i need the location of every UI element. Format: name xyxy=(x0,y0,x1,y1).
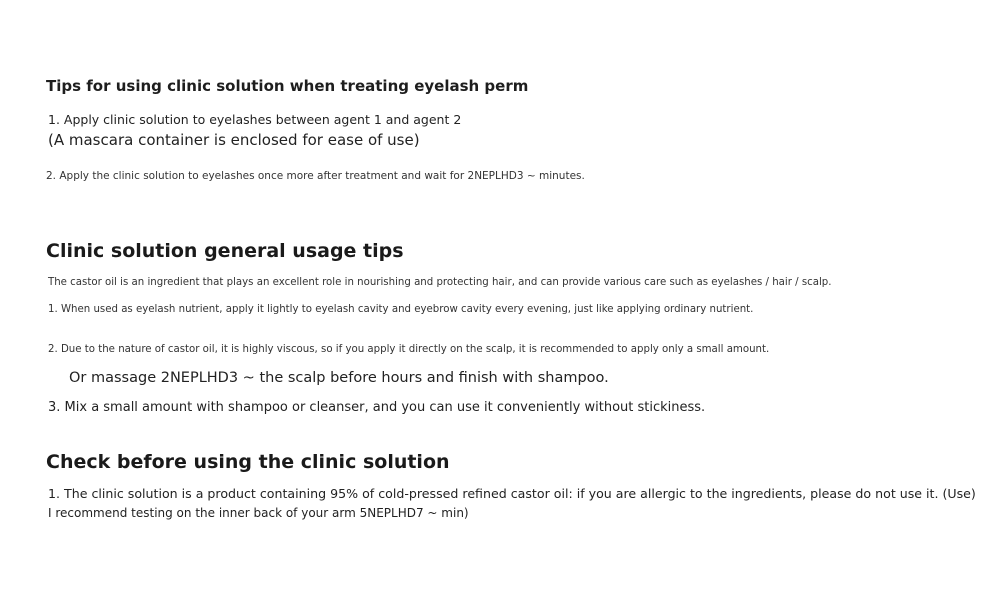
eyelash-perm-step-1: 1. Apply clinic solution to eyelashes between agent 1 and agent 2 xyxy=(48,112,462,127)
eyelash-perm-step-1-note: (A mascara container is enclosed for ease of use) xyxy=(48,131,420,149)
general-usage-step-3: 3. Mix a small amount with shampoo or cleanser, and you can use it conveniently without stickiness. xyxy=(48,400,706,415)
general-usage-step-2: 2. Due to the nature of castor oil, it is highly viscous, so if you apply it directly on the scalp, it is recommended to apply only a small amount. xyxy=(48,344,770,355)
eyelash-perm-step-2: 2. Apply the clinic solution to eyelashes once more after treatment and wait for 2NEPLHD3 ~ minutes. xyxy=(46,170,585,182)
general-usage-step-2-note: Or massage 2NEPLHD3 ~ the scalp before hours and finish with shampoo. xyxy=(69,370,609,386)
general-usage-step-1: 1. When used as eyelash nutrient, apply it lightly to eyelash cavity and eyebrow cavity every evening, just like applying ordinary nutrient. xyxy=(48,304,754,315)
check-before-use-step-1-note: I recommend testing on the inner back of your arm 5NEPLHD7 ~ min) xyxy=(48,506,469,520)
check-before-use-step-1: 1. The clinic solution is a product containing 95% of cold-pressed refined castor oil: if you are allergic to the ingredients, please do not use it. (Use) xyxy=(48,486,976,501)
section-title-general-usage-tips: Clinic solution general usage tips xyxy=(46,240,404,262)
section-title-check-before-use: Check before using the clinic solution xyxy=(46,451,450,473)
section-title-eyelash-perm-tips: Tips for using clinic solution when treating eyelash perm xyxy=(46,77,529,95)
general-usage-intro: The castor oil is an ingredient that plays an excellent role in nourishing and protecting hair, and can provide various care such as eyelashes / hair / scalp. xyxy=(48,277,832,288)
